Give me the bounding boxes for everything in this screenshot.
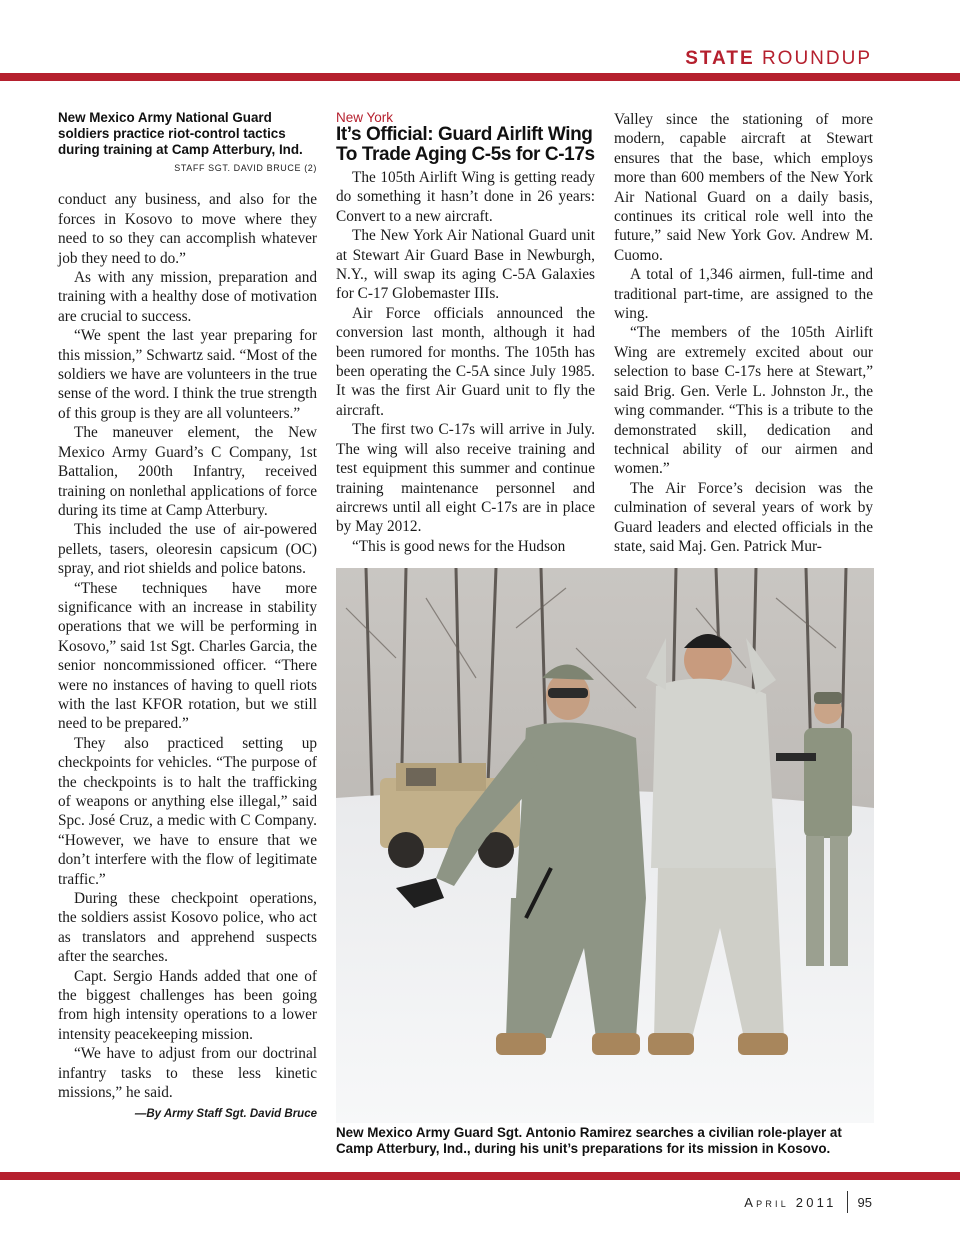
page-number: 95	[857, 1194, 872, 1210]
story1-byline: —By Army Staff Sgt. David Bruce	[134, 1107, 317, 1120]
story2-paragraph: The New York Air National Guard unit at Stewart Air Guard Base in Newburgh, N.Y., will swap its aging C-5A Galaxies for C-17 Globemaster IIIs.	[336, 227, 595, 303]
section-header-bold: STATE	[685, 48, 755, 69]
story1-paragraph: They also practiced setting up checkpoints for vehicles. “The purpose of the checkpoints is to halt the trafficking of weapons or anything else illegal,” said Spc. José Cruz, a medic with C Company. “However, we have to ensure that we don’t interfere with the flow of legitimate traffic.”	[58, 734, 317, 888]
story2-paragraph: “This is good news for the Hudson	[352, 537, 566, 555]
story2-paragraph: “The members of the 105th Airlift Wing are extremely excited about our selection to base C-17s here at Stewart,” said Brig. Gen. Verle L. Johnston Jr., the wing commander. “This is a tribute to the demonstrated skill, dedication and technical ability of our airmen and women.”	[614, 324, 873, 478]
story2-kicker: New York	[336, 110, 394, 125]
story2-paragraph: The first two C-17s will arrive in July. The wing will also receive training and test equipment this summer and continue training maintenance personnel and aircrews until all eight C-17s are in place by May 2012.	[336, 421, 595, 536]
column-1	[58, 110, 317, 1124]
story1-paragraph: This included the use of air-powered pellets, tasers, oleoresin capsicum (OC) spray, and riot shields and police batons.	[58, 521, 317, 578]
bottom-photo-caption: New Mexico Army Guard Sgt. Antonio Ramirez searches a civilian role-player at Camp Atterbury, Ind., during his unit’s preparations for its mission in Kosovo.	[336, 1125, 842, 1156]
photo-credit: STAFF SGT. DAVID BRUCE (2)	[174, 163, 317, 173]
story1-paragraph: “We spent the last year preparing for this mission,” Schwartz said. “Most of the soldiers we have are volunteers in the true sense of the word. I think the true strength of this group is they are all volunteers.”	[58, 327, 317, 422]
story2-paragraph: Air Force officials announced the conversion last month, although it had been rumored for months. The 105th has been operating the C-5A since July 1985. It was the first Air Guard unit to fly the aircraft.	[336, 304, 595, 419]
section-header	[685, 48, 872, 70]
story2-paragraph: Valley since the stationing of more modern, capable aircraft at Stewart ensures that the base, which employs more than 600 members of the New York Air National Guard on a daily basis, continues its critical role well into the future,” said New York Gov. Andrew M. Cuomo.	[614, 111, 873, 264]
story1-paragraph: During these checkpoint operations, the soldiers assist Kosovo police, who act as translators and apprehend suspects after the searches.	[58, 890, 317, 966]
story2-paragraph: The Air Force’s decision was the culmination of several years of work by Guard leaders and elected officials in the state, said Maj. Gen. Patrick Mur-	[614, 479, 873, 555]
story1-paragraph: The maneuver element, the New Mexico Army Guard’s C Company, 1st Battalion, 200th Infantry, received training on nonlethal applications of force during its time at Camp Atterbury.	[58, 424, 317, 519]
story2-paragraph: A total of 1,346 airmen, full-time and traditional part-time, are assigned to the wing.	[614, 266, 873, 323]
story2-headline: It’s Official: Guard Airlift Wing To Trade Aging C-5s for C-17s	[336, 124, 595, 165]
issue-date: April 2011	[744, 1194, 837, 1210]
training-photo	[336, 568, 874, 1123]
top-red-rule	[0, 73, 960, 81]
top-photo-caption: New Mexico Army National Guard soldiers practice riot-control tactics during training at Camp Atterbury, Ind.	[58, 110, 303, 157]
bottom-red-rule	[0, 1172, 960, 1180]
story2-paragraph: The 105th Airlift Wing is getting ready do something it hasn’t done in 26 years: Convert to a new aircraft.	[336, 169, 595, 225]
story1-paragraph: “We have to adjust from our doctrinal infantry tasks to these less kinetic missions,” he said.	[58, 1045, 317, 1102]
story1-paragraph: “These techniques have more significance with an increase in stability operations that we will be performing in Kosovo,” said 1st Sgt. Charles Garcia, the senior noncommissioned officer. “There were no instances of having to quell riots with the last KFOR rotation, but we still need to be prepared.”	[58, 579, 317, 733]
column-2	[336, 110, 595, 556]
section-header-rest: ROUNDUP	[761, 48, 872, 69]
column-3	[614, 110, 873, 556]
footer-divider	[847, 1191, 848, 1213]
story1-paragraph: Capt. Sergio Hands added that one of the biggest challenges has been going from high intensity operations to a lower intensity peacekeeping mission.	[58, 967, 317, 1043]
story1-paragraph: As with any mission, preparation and training with a healthy dose of motivation are crucial to success.	[58, 269, 317, 325]
story1-paragraph: conduct any business, and also for the forces in Kosovo to move where they need to so they can accomplish whatever job they need to do.”	[58, 191, 317, 267]
page-footer	[744, 1191, 872, 1213]
